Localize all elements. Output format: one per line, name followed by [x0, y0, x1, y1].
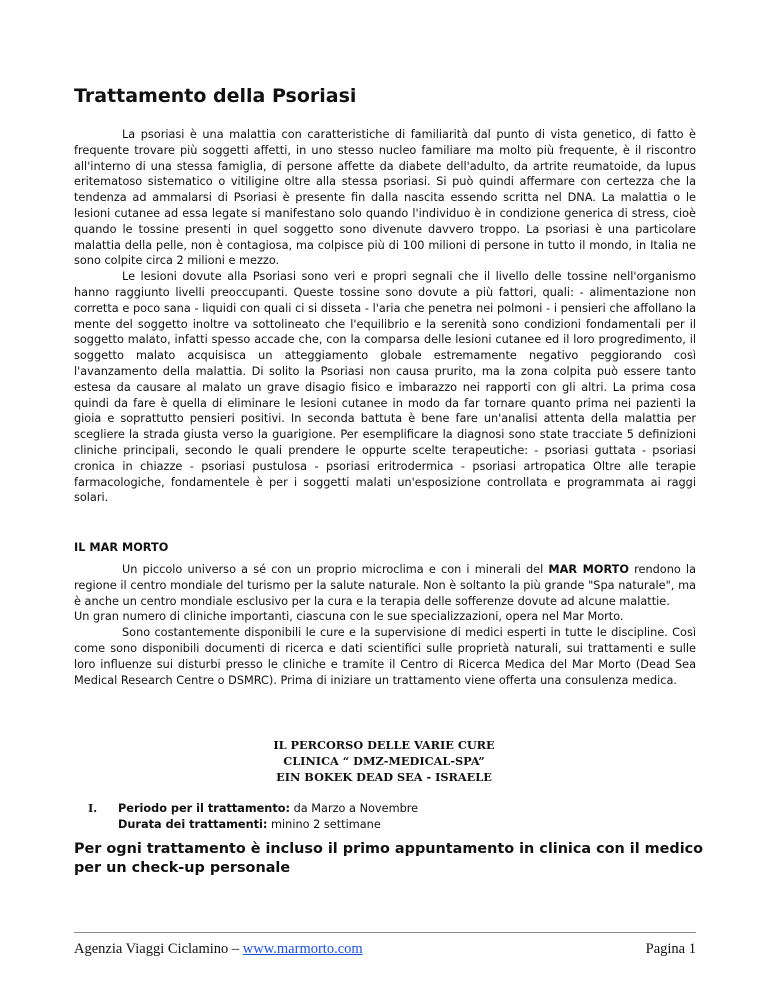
page-title: Trattamento della Psoriasi — [74, 85, 357, 107]
footer-divider — [74, 932, 696, 933]
page-footer — [74, 941, 696, 958]
mar-morto-section — [74, 562, 696, 688]
mar-morto-emphasis: MAR MORTO — [548, 563, 629, 576]
clinic-heading — [0, 738, 768, 785]
period-label: Periodo per il trattamento: — [118, 802, 291, 815]
list-item-number: I. — [88, 801, 98, 815]
duration-value: minino 2 settimane — [267, 817, 381, 831]
mar-morto-paragraph-2: Un gran numero di cliniche importanti, ciascuna con le sue specializzazioni, opera nel Mar Morto. — [74, 610, 624, 624]
clinic-heading-line-1: IL PERCORSO DELLE VARIE CURE — [273, 738, 495, 752]
footer-agency-name: Agenzia Viaggi Ciclamino – — [74, 941, 243, 957]
mar-morto-p1-start: Un piccolo universo a sé con un proprio microclima e con i minerali del — [122, 563, 549, 576]
footer-agency — [74, 941, 363, 958]
mar-morto-paragraph-1 — [74, 562, 696, 609]
period-value: da Marzo a Novembre — [290, 802, 419, 815]
duration-label: Durata dei trattamenti: — [118, 817, 268, 831]
clinic-heading-line-2: CLINICA “ DMZ-MEDICAL-SPA” — [283, 753, 485, 768]
footer-website-link[interactable]: www.marmorto.com — [242, 941, 363, 957]
mar-morto-p1-end: rendono la regione il centro mondiale del turismo per la salute naturale. Non è soltanto la più grande "Spa naturale", ma è anche un centro mondiale esclusivo per la cura e la terapia delle sofferenze dovute ad alcune malattie. — [74, 563, 696, 608]
treatment-list — [88, 801, 418, 833]
list-item-content — [118, 801, 418, 833]
footer-page-number: Pagina 1 — [645, 941, 696, 957]
intro-section — [74, 127, 696, 506]
mar-morto-paragraph-3: Sono costantemente disponibili le cure e la supervisione di medici esperti in tutte le discipline. Così come sono disponibili documenti di ricerca e dati scientifici sulle proprietà naturali, sui trattamenti e sulle loro influenze sui disturbi presso le cliniche e tramite il Centro di Ricerca Medica del Mar Morto (Dead Sea Medical Research Centre o DSMRC). Prima di iniziare un trattamento viene offerta una consulenza medica. — [74, 626, 696, 687]
clinic-heading-line-3: EIN BOKEK DEAD SEA - ISRAELE — [276, 769, 492, 784]
intro-paragraph-2: Le lesioni dovute alla Psoriasi sono veri e propri segnali che il livello delle tossine nell'organismo hanno raggiunto livelli preoccupanti. Queste tossine sono dovute a più fattori, quali: - alimentazione non corretta e poco sana - liquidi con quali ci si disseta - l'aria che penetra nei polmoni - i pensieri che affollano la mente del soggetto inoltre va sottolineato che l'equilibrio e la serenità sono condizioni fondamentali per il soggetto malato, infatti spesso accade che, con la comparsa delle lesioni cutanee ed il loro progredimento, il soggetto malato acquisisca un atteggiamento globale estremamente negativo peggiorando così l'avanzamento della malattia. Di solito la Psoriasi non causa prurito, ma la zona colpita può essere tanto estesa da causare al malato un grave disagio fisico e imbarazzo nei rapporti con gli altri. La prima cosa quindi da fare è quella di eliminare le lesioni cutanee in modo da far tornare quanto prima nei pazienti la gioia e soprattutto pensieri positivi. In seconda battuta è bene fare un'analisi attenta della malattia per scegliere la strada giusta verso la guarigione. Per esemplificare la diagnosi sono state tracciate 5 definizioni cliniche principali, secondo le quali prendere le oppurte scelte terapeutiche: - psoriasi guttata - psoriasi cronica in chiazze - psoriasi pustulosa - psoriasi eritrodermica - psoriasi artropatica Oltre alle terapie farmacologiche, fondamentele è per i soggetti malati un'esposizione controllata e programmata ai raggi solari. — [74, 270, 696, 505]
included-note: Per ogni trattamento è incluso il primo appuntamento in clinica con il medico per un check-up personale — [74, 841, 704, 876]
mar-morto-heading: IL MAR MORTO — [74, 541, 169, 554]
list-item — [88, 801, 418, 833]
intro-paragraph-1: La psoriasi è una malattia con caratteristiche di familiarità dal punto di vista genetico, di fatto è frequente trovare più soggetti affetti, in uno stesso nucleo familiare ma molto più frequente, è il riscontro all'interno di una stessa famiglia, di persone affette da diabete dell'adulto, da artrite reumatoide, da lupus eritematoso sistematico o vitiligine oltre alla stessa psoriasi. Si può quindi affermare con certezza che la tendenza ad ammalarsi di Psoriasi è presente fin dalla nascita essendo scritta nel DNA. La malattia o le lesioni cutanee ad essa legate si manifestano solo quando l'individuo è in condizione generica di stress, cioè quando le tossine presenti in quel soggetto sono divenute davvero troppo. La psoriasi è una particolare malattia della pelle, non è contagiosa, ma colpisce più di 100 milioni di persone in tutto il mondo, in Italia ne sono colpite circa 2 milioni e mezzo. — [74, 128, 696, 268]
